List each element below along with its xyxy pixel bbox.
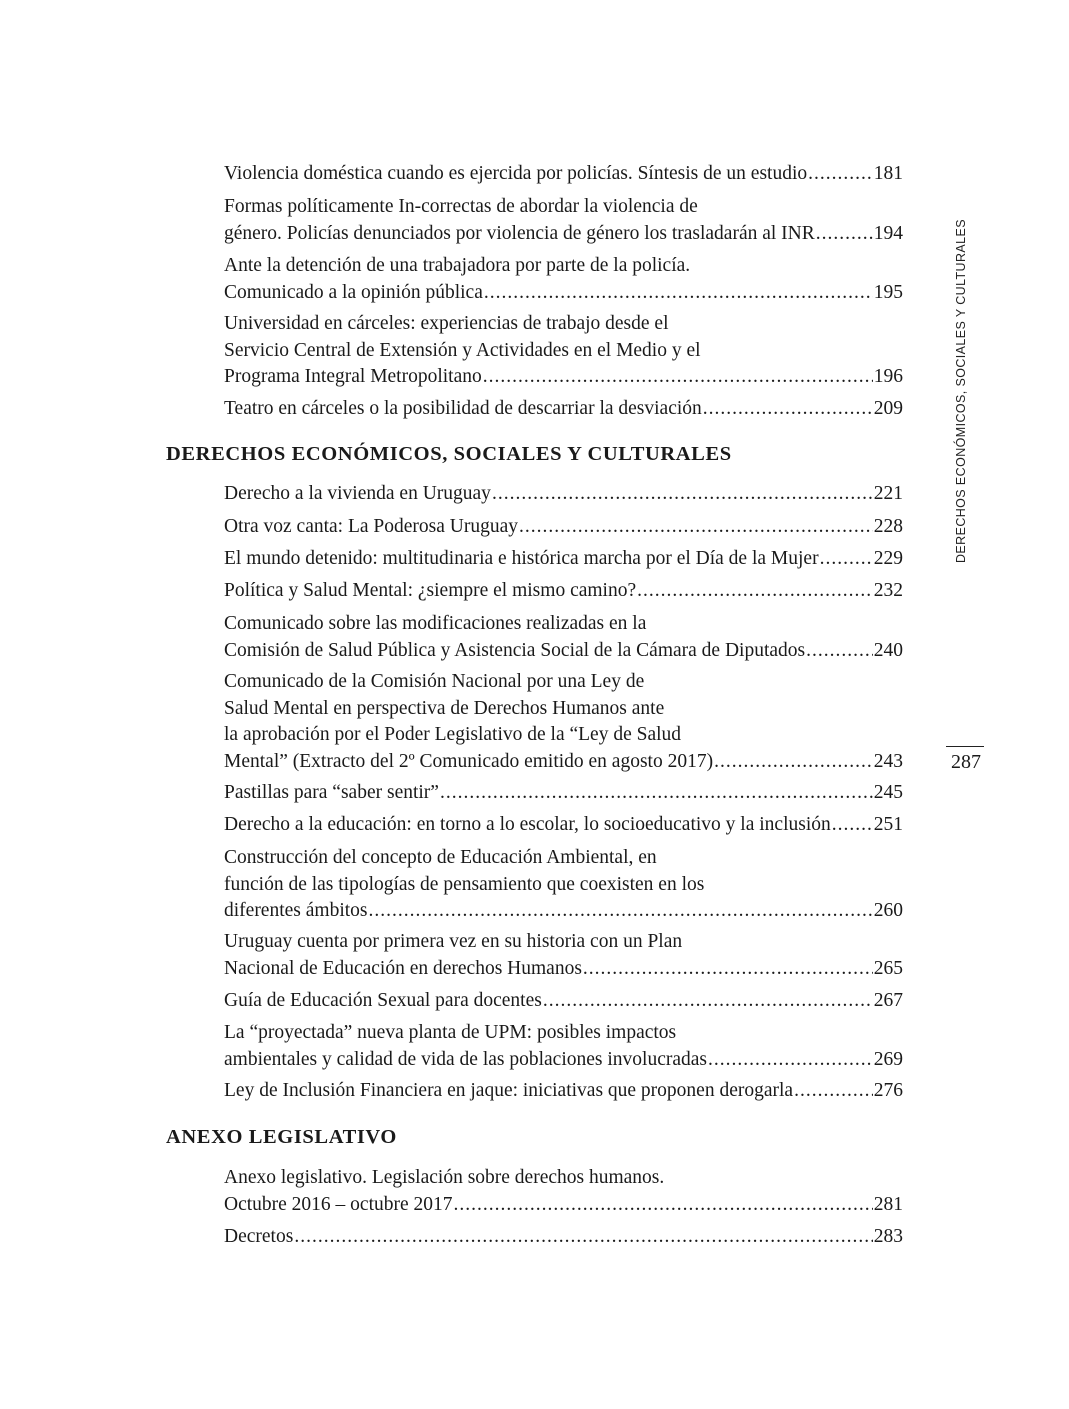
toc-entry-line: Servicio Central de Extensión y Actividades en el Medio y el (224, 339, 701, 361)
toc-entry-last-line (224, 638, 903, 665)
dot-leader (806, 638, 873, 665)
toc-entry-title: Nacional de Educación en derechos Humanos (224, 957, 582, 979)
section-heading: DERECHOS ECONÓMICOS, SOCIALES Y CULTURALES (166, 443, 732, 465)
toc-entry-last-line (224, 1078, 903, 1105)
toc-entry (224, 311, 903, 391)
dot-leader (440, 780, 873, 807)
toc-entry-last-line (224, 780, 903, 807)
toc-entry-page: 181 (873, 163, 903, 184)
toc-entry-page: 221 (873, 483, 903, 504)
dot-leader (583, 956, 873, 983)
toc-entry-title: Ley de Inclusión Financiera en jaque: iniciativas que proponen derogarla (224, 1080, 794, 1101)
toc-entry-title: Mental” (Extracto del 2º Comunicado emitido en agosto 2017) (224, 750, 714, 772)
toc-entry-page: 232 (873, 580, 903, 601)
toc-entry-title: Derecho a la educación: en torno a lo escolar, lo socioeducativo y la inclusión (224, 814, 831, 835)
toc-entry-page: 269 (873, 1048, 903, 1070)
toc-entry-last-line (224, 898, 903, 925)
section-heading: ANEXO LEGISLATIVO (166, 1126, 397, 1148)
toc-entry-line: función de las tipologías de pensamiento que coexisten en los (224, 873, 705, 895)
dot-leader (703, 396, 873, 423)
toc-entry-page: 265 (873, 957, 903, 979)
dot-leader (484, 280, 873, 307)
toc-entry (224, 546, 903, 573)
toc-entry-line: Construcción del concepto de Educación Ambiental, en (224, 847, 657, 868)
dot-leader (794, 1078, 873, 1105)
toc-entry-page: 245 (873, 782, 903, 803)
toc-entry (224, 1224, 903, 1251)
toc-entry (224, 780, 903, 807)
dot-leader (816, 221, 873, 248)
toc-entry-last-line (224, 749, 903, 776)
toc-entry-line: La “proyectada” nueva planta de UPM: posibles impactos (224, 1022, 677, 1043)
toc-entry-title: Octubre 2016 – octubre 2017 (224, 1193, 453, 1215)
toc-entry-title: Decretos (224, 1226, 294, 1247)
toc-entry-last-line (224, 221, 903, 248)
toc-entry-title: Violencia doméstica cuando es ejercida por policías. Síntesis de un estudio (224, 163, 808, 184)
toc-entry-page: 196 (873, 366, 903, 387)
toc-entry-line: Uruguay cuenta por primera vez en su historia con un Plan (224, 931, 683, 952)
toc-entry-page: 240 (873, 639, 903, 661)
toc-entry (224, 396, 903, 423)
dot-leader (483, 364, 873, 391)
toc-entry (224, 481, 903, 508)
toc-entry-last-line (224, 1047, 903, 1074)
toc-entry-title: Otra voz canta: La Poderosa Uruguay (224, 516, 519, 537)
toc-entry-last-line (224, 578, 903, 605)
dot-leader (543, 988, 873, 1015)
toc-entry-page: 251 (873, 814, 903, 835)
toc-entry-line: Comunicado sobre las modificaciones realizadas en la (224, 613, 647, 634)
dot-leader (369, 898, 873, 925)
toc-entry-page: 243 (873, 750, 903, 772)
dot-leader (294, 1224, 872, 1251)
page-number: 287 (951, 751, 981, 773)
toc-entry-title: Programa Integral Metropolitano (224, 366, 482, 387)
dot-leader (637, 578, 873, 605)
dot-leader (708, 1047, 873, 1074)
toc-entry (224, 611, 903, 664)
toc-entry-title: ambientales y calidad de vida de las poblaciones involucradas (224, 1048, 707, 1070)
toc-entry-last-line (224, 546, 903, 573)
toc-entry (224, 253, 903, 306)
toc-entry-page: 229 (873, 548, 903, 569)
toc-entry-last-line (224, 364, 903, 391)
toc-entry-title: Comisión de Salud Pública y Asistencia Social de la Cámara de Diputados (224, 639, 806, 661)
toc-entry-line: Formas políticamente In-correctas de abordar la violencia de (224, 196, 698, 217)
toc-entry-last-line (224, 280, 903, 307)
toc-entry-last-line (224, 161, 903, 188)
toc-entry-title: género. Policías denunciados por violencia de género los trasladarán al INR (224, 222, 815, 244)
toc-entry-line: Universidad en cárceles: experiencias de trabajo desde el (224, 313, 669, 334)
toc-entry-line: Salud Mental en perspectiva de Derechos Humanos ante (224, 697, 665, 719)
toc-entry-page: 195 (873, 281, 903, 303)
dot-leader (820, 546, 873, 573)
toc-entry (224, 669, 903, 775)
toc-entry-title: Pastillas para “saber sentir” (224, 782, 439, 803)
toc-entry-last-line (224, 812, 903, 839)
toc-entry-page: 283 (873, 1226, 903, 1247)
dot-leader (454, 1192, 873, 1219)
dot-leader (492, 481, 873, 508)
dot-leader (808, 161, 873, 188)
toc-entry-title: Derecho a la vivienda en Uruguay (224, 483, 491, 504)
dot-leader (832, 812, 873, 839)
toc-entry-page: 281 (873, 1193, 903, 1215)
toc-entry (224, 812, 903, 839)
toc-entry-line: Comunicado de la Comisión Nacional por una Ley de (224, 671, 645, 692)
toc-entry (224, 988, 903, 1015)
dot-leader (519, 514, 873, 541)
toc-entry-title: Teatro en cárceles o la posibilidad de descarriar la desviación (224, 398, 702, 419)
running-head: DERECHOS ECONÓMICOS, SOCIALES Y CULTURALES (954, 219, 968, 563)
toc-entry-page: 228 (873, 516, 903, 537)
toc-entry-title: El mundo detenido: multitudinaria e histórica marcha por el Día de la Mujer (224, 548, 819, 569)
toc-entry-last-line (224, 1192, 903, 1219)
toc-entry (224, 1165, 903, 1218)
toc-entry-page: 194 (873, 222, 903, 244)
toc-entry-last-line (224, 988, 903, 1015)
toc-entry (224, 1020, 903, 1073)
toc-entry-line: la aprobación por el Poder Legislativo de la “Ley de Salud (224, 724, 682, 745)
toc-entry-line: Ante la detención de una trabajadora por parte de la policía. (224, 255, 691, 276)
page-number-rule (946, 746, 984, 747)
toc-entry (224, 929, 903, 982)
toc-entry-last-line (224, 1224, 903, 1251)
toc-entry (224, 578, 903, 605)
toc-entry-line: Anexo legislativo. Legislación sobre derechos humanos. (224, 1167, 665, 1188)
toc-entry-last-line (224, 481, 903, 508)
toc-entry-page: 260 (873, 900, 903, 921)
toc-entry-last-line (224, 956, 903, 983)
toc-entry-last-line (224, 396, 903, 423)
toc-entry (224, 161, 903, 188)
dot-leader (714, 749, 873, 776)
toc-entry (224, 514, 903, 541)
toc-entry-title: Política y Salud Mental: ¿siempre el mismo camino? (224, 580, 637, 601)
toc-entry (224, 194, 903, 247)
toc-entry-page: 276 (873, 1080, 903, 1101)
toc-entry-title: Guía de Educación Sexual para docentes (224, 990, 542, 1011)
toc-entry-page: 209 (873, 398, 903, 419)
toc-entry-last-line (224, 514, 903, 541)
toc-entry-page: 267 (873, 990, 903, 1011)
toc-entry (224, 845, 903, 925)
toc-entry (224, 1078, 903, 1105)
toc-entry-title: Comunicado a la opinión pública (224, 281, 483, 303)
toc-entry-title: diferentes ámbitos (224, 900, 368, 921)
